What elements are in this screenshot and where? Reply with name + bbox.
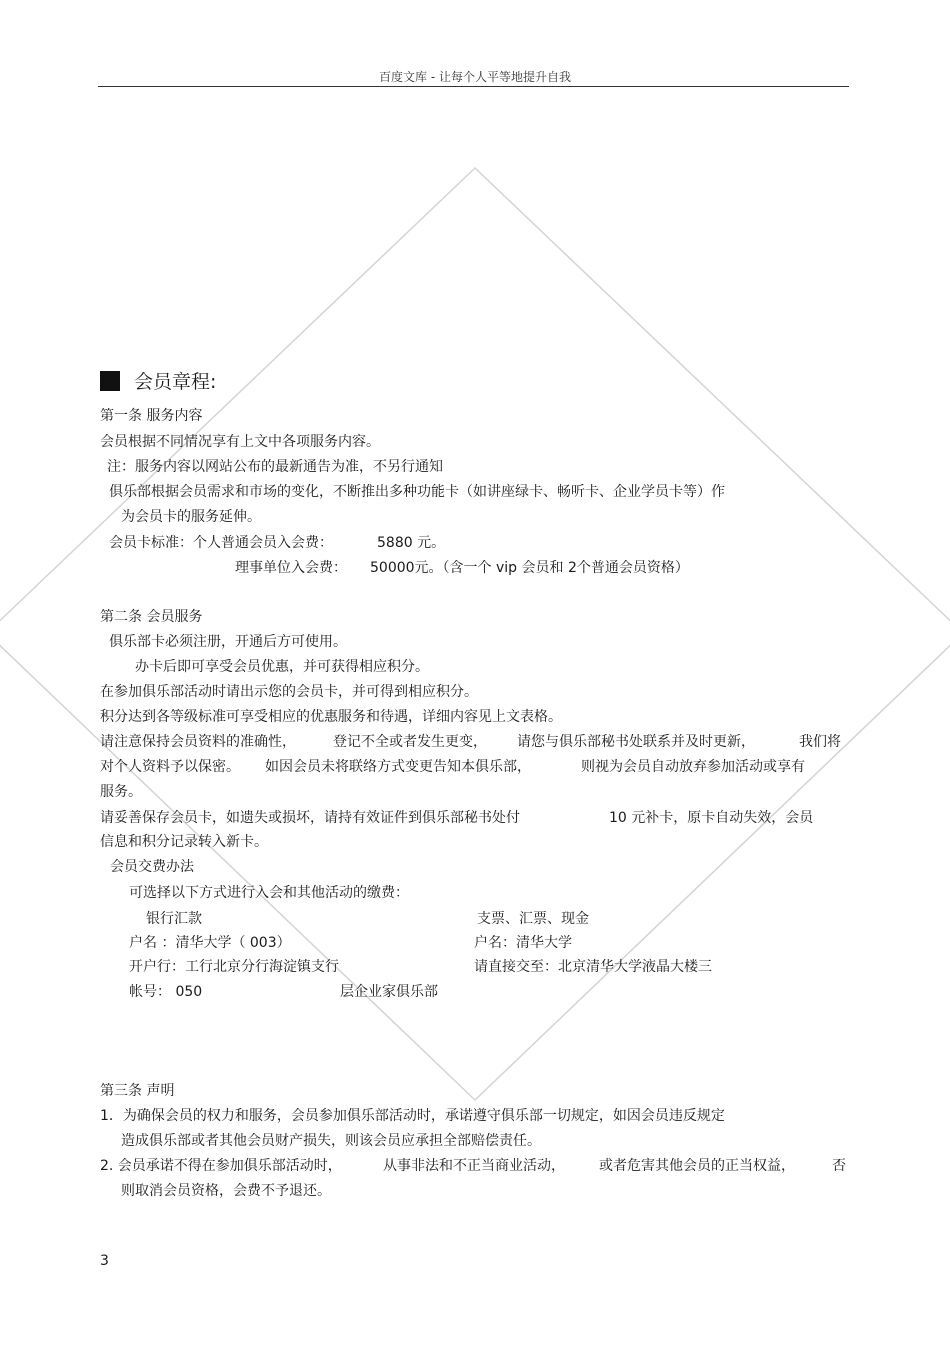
article-1-fee: 50000元。（含一个 vip 会员和 2个普通会员资格） (370, 560, 689, 576)
article-2-line: 服务。 (100, 784, 142, 800)
payment-title: 会员交费办法 (110, 859, 194, 875)
article-1-title: 第一条 服务内容 (100, 408, 203, 424)
article-3-line: 2. 会员承诺不得在参加俱乐部活动时， (100, 1158, 342, 1174)
article-3-line: 或者危害其他会员的正当权益， (599, 1158, 795, 1174)
article-2-line: 我们将 (799, 734, 841, 750)
page-header: 百度文库 - 让每个人平等地提升自我 (379, 70, 571, 84)
article-2-line: 俱乐部卡必须注册，开通后方可使用。 (109, 634, 347, 650)
article-2-line: 信息和积分记录转入新卡。 (100, 834, 268, 850)
article-2-line: 对个人资料予以保密。 (100, 759, 240, 775)
delivery-address: 请直接交至：北京清华大学液晶大楼三 (474, 959, 712, 975)
article-2-title: 第二条 会员服务 (100, 609, 203, 625)
article-2-line: 积分达到各等级标准可享受相应的优惠服务和待遇，详细内容见上文表格。 (100, 709, 562, 725)
article-2-line: 登记不全或者发生更变， (333, 734, 487, 750)
article-3-line: 造成俱乐部或者其他会员财产损失，则该会员应承担全部赔偿责任。 (121, 1133, 541, 1149)
article-3-line: 否 (832, 1158, 846, 1174)
square-bullet-icon (100, 371, 120, 391)
article-1-line: 俱乐部根据会员需求和市场的变化，不断推出多种功能卡（如讲座绿卡、畅听卡、企业学员卡等）作 (109, 484, 725, 500)
article-3-title: 第三条 声明 (100, 1083, 175, 1099)
bank-account-number: 帐号： 050 (129, 984, 203, 1000)
article-2-line: 请妥善保存会员卡，如遗失或损坏，请持有效证件到俱乐部秘书处付 (100, 810, 520, 826)
article-2-line: 10 元补卡，原卡自动失效，会员 (609, 810, 814, 826)
article-1-line: 会员根据不同情况享有上文中各项服务内容。 (100, 434, 380, 450)
article-3-line: 从事非法和不正当商业活动， (383, 1158, 565, 1174)
article-1-line: 会员卡标准：个人普通会员入会费： (109, 535, 333, 551)
article-2-line: 请您与俱乐部秘书处联系并及时更新， (517, 734, 755, 750)
delivery-address-cont: 层企业家俱乐部 (340, 984, 438, 1000)
article-2-line: 如因会员未将联络方式变更告知本俱乐部， (265, 759, 531, 775)
article-2-line: 则视为会员自动放弃参加活动或享有 (581, 759, 805, 775)
header-divider (98, 86, 849, 87)
article-1-line: 注：服务内容以网站公布的最新通告为准，不另行通知 (107, 459, 443, 475)
article-1-fee: 5880 元。 (377, 535, 446, 551)
bank-account-name: 户名 ：清华大学（ 003） (129, 935, 291, 951)
article-1-line: 理事单位入会费： (235, 560, 347, 576)
article-3-line: 则取消会员资格，会费不予退还。 (121, 1183, 331, 1199)
cheque-cash-title: 支票、汇票、现金 (477, 911, 589, 927)
article-3-line: 1．为确保会员的权力和服务，会员参加俱乐部活动时，承诺遵守俱乐部一切规定，如因会员违反规定 (100, 1108, 725, 1124)
article-2-line: 办卡后即可享受会员优惠，并可获得相应积分。 (135, 659, 429, 675)
article-2-line: 在参加俱乐部活动时请出示您的会员卡，并可得到相应积分。 (100, 684, 478, 700)
article-2-line: 请注意保持会员资料的准确性， (100, 734, 296, 750)
payment-intro: 可选择以下方式进行入会和其他活动的缴费： (129, 885, 409, 901)
section-heading (100, 370, 216, 394)
bank-branch: 开户行：工行北京分行海淀镇支行 (129, 959, 339, 975)
cheque-account-name: 户名：清华大学 (474, 935, 572, 951)
section-title: 会员章程: (134, 371, 217, 393)
page-number: 3 (100, 1253, 109, 1269)
bank-transfer-title: 银行汇款 (146, 911, 202, 927)
article-1-line: 为会员卡的服务延伸。 (121, 509, 261, 525)
